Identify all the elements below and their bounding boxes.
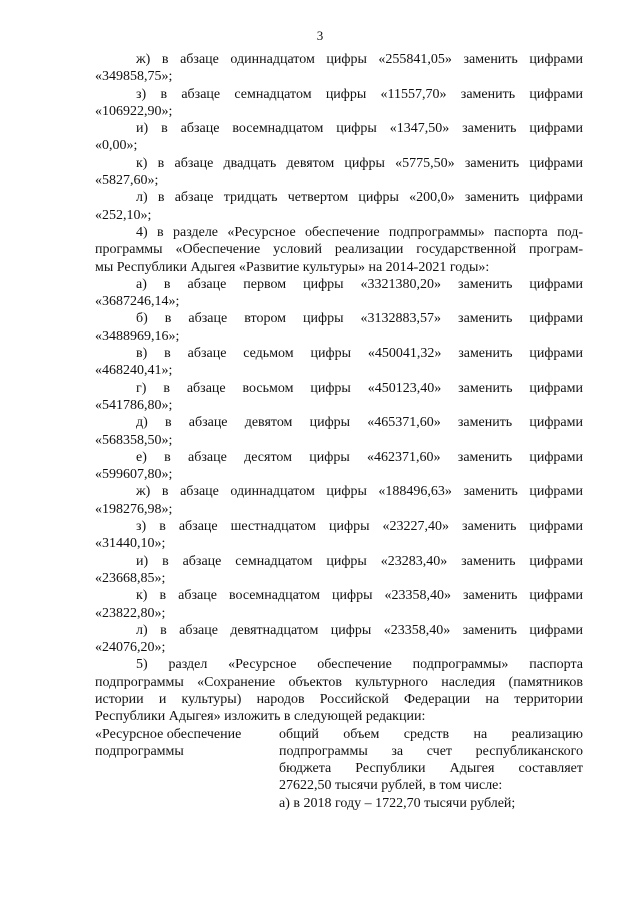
amendment-head: д) в абзаце девятом цифры «465371,60» заменить цифрами xyxy=(136,415,583,431)
section-4-line: программы «Обеспечение условий реализации государственной програм- xyxy=(95,242,583,258)
amendment-tail: «198276,98»; xyxy=(95,501,173,517)
page-number: 3 xyxy=(316,28,324,43)
amendment-tail: «349858,75»; xyxy=(95,69,173,85)
resource-value-line: 27622,50 тысячи рублей, в том числе: xyxy=(279,778,503,794)
section-5-line: Республики Адыгея» изложить в следующей редакции: xyxy=(95,709,426,725)
amendment-tail: «106922,90»; xyxy=(95,103,173,119)
resource-label-line: подпрограммы xyxy=(95,743,184,759)
amendment-item xyxy=(95,276,583,311)
amendment-item xyxy=(95,380,583,415)
amendment-item xyxy=(95,449,583,484)
resource-label xyxy=(95,726,279,812)
amendment-tail: «23668,85»; xyxy=(95,570,166,586)
amendment-item xyxy=(95,553,583,588)
amendment-tail: «541786,80»; xyxy=(95,397,173,413)
amendment-head: в) в абзаце седьмом цифры «450041,32» заменить цифрами xyxy=(136,346,583,362)
amendment-item xyxy=(95,518,583,553)
amendment-tail: «23822,80»; xyxy=(95,605,166,621)
amendment-tail: «5827,60»; xyxy=(95,173,159,189)
amendment-tail: «24076,20»; xyxy=(95,640,166,656)
resource-value-line: общий объем средств на реализацию xyxy=(279,726,583,742)
amendment-item xyxy=(95,120,583,155)
amendment-head: е) в абзаце десятом цифры «462371,60» заменить цифрами xyxy=(136,449,583,465)
amendment-head: г) в абзаце восьмом цифры «450123,40» заменить цифрами xyxy=(136,380,583,396)
amendment-item xyxy=(95,483,583,518)
amendment-tail: «3687246,14»; xyxy=(95,294,180,310)
resource-value-line: а) в 2018 году – 1722,70 тысячи рублей; xyxy=(279,795,516,811)
resource-table xyxy=(95,726,583,812)
resource-value-line: подпрограммы за счет республиканского xyxy=(279,743,583,759)
amendment-item xyxy=(95,414,583,449)
amendment-item xyxy=(95,189,583,224)
resource-label-line: «Ресурсное обеспечение xyxy=(95,726,242,742)
section-5-line: 5) раздел «Ресурсное обеспечение подпрограммы» паспорта xyxy=(136,657,583,673)
section-4-line: мы Республики Адыгея «Развитие культуры» на 2014-2021 годы»: xyxy=(95,259,490,275)
resource-value-line: бюджета Республики Адыгея составляет xyxy=(279,761,583,777)
amendment-tail: «468240,41»; xyxy=(95,363,173,379)
amendment-item xyxy=(95,86,583,121)
amendment-item xyxy=(95,587,583,622)
amendment-tail: «31440,10»; xyxy=(95,536,166,552)
amendment-item xyxy=(95,155,583,190)
section-4-intro xyxy=(95,224,583,276)
section-4-line: 4) в разделе «Ресурсное обеспечение подпрограммы» паспорта под- xyxy=(136,224,583,240)
amendment-head: а) в абзаце первом цифры «3321380,20» заменить цифрами xyxy=(136,276,583,292)
amendment-tail: «3488969,16»; xyxy=(95,328,180,344)
amendment-head: ж) в абзаце одиннадцатом цифры «188496,63» заменить цифрами xyxy=(136,484,583,500)
amendment-tail: «568358,50»; xyxy=(95,432,173,448)
amendment-head: к) в абзаце двадцать девятом цифры «5775,50» заменить цифрами xyxy=(136,155,583,171)
amendment-head: и) в абзаце семнадцатом цифры «23283,40» заменить цифрами xyxy=(136,553,583,569)
section-5-line: подпрограммы «Сохранение объектов культурного наследия (памятников xyxy=(95,674,583,690)
amendment-head: л) в абзаце тридцать четвертом цифры «200,0» заменить цифрами xyxy=(136,190,583,206)
amendment-item xyxy=(95,310,583,345)
amendment-head: з) в абзаце семнадцатом цифры «11557,70» заменить цифрами xyxy=(136,86,583,102)
amendment-tail: «0,00»; xyxy=(95,138,138,154)
amendment-tail: «252,10»; xyxy=(95,207,152,223)
amendment-head: л) в абзаце девятнадцатом цифры «23358,40» заменить цифрами xyxy=(136,622,583,638)
amendment-head: и) в абзаце восемнадцатом цифры «1347,50» заменить цифрами xyxy=(136,121,583,137)
amendment-item xyxy=(95,345,583,380)
section-5-intro xyxy=(95,656,583,725)
amendment-head: з) в абзаце шестнадцатом цифры «23227,40» заменить цифрами xyxy=(136,519,583,535)
amendment-item xyxy=(95,622,583,657)
section-5-line: истории и культуры) народов Российской Федерации на территории xyxy=(95,691,583,707)
resource-value xyxy=(279,726,583,812)
amendment-head: ж) в абзаце одиннадцатом цифры «255841,05» заменить цифрами xyxy=(136,52,583,67)
amendment-head: к) в абзаце восемнадцатом цифры «23358,40» заменить цифрами xyxy=(136,588,583,604)
amendment-tail: «599607,80»; xyxy=(95,467,173,483)
document-body xyxy=(95,51,583,812)
amendment-head: б) в абзаце втором цифры «3132883,57» заменить цифрами xyxy=(136,311,583,327)
amendment-item xyxy=(95,51,583,86)
